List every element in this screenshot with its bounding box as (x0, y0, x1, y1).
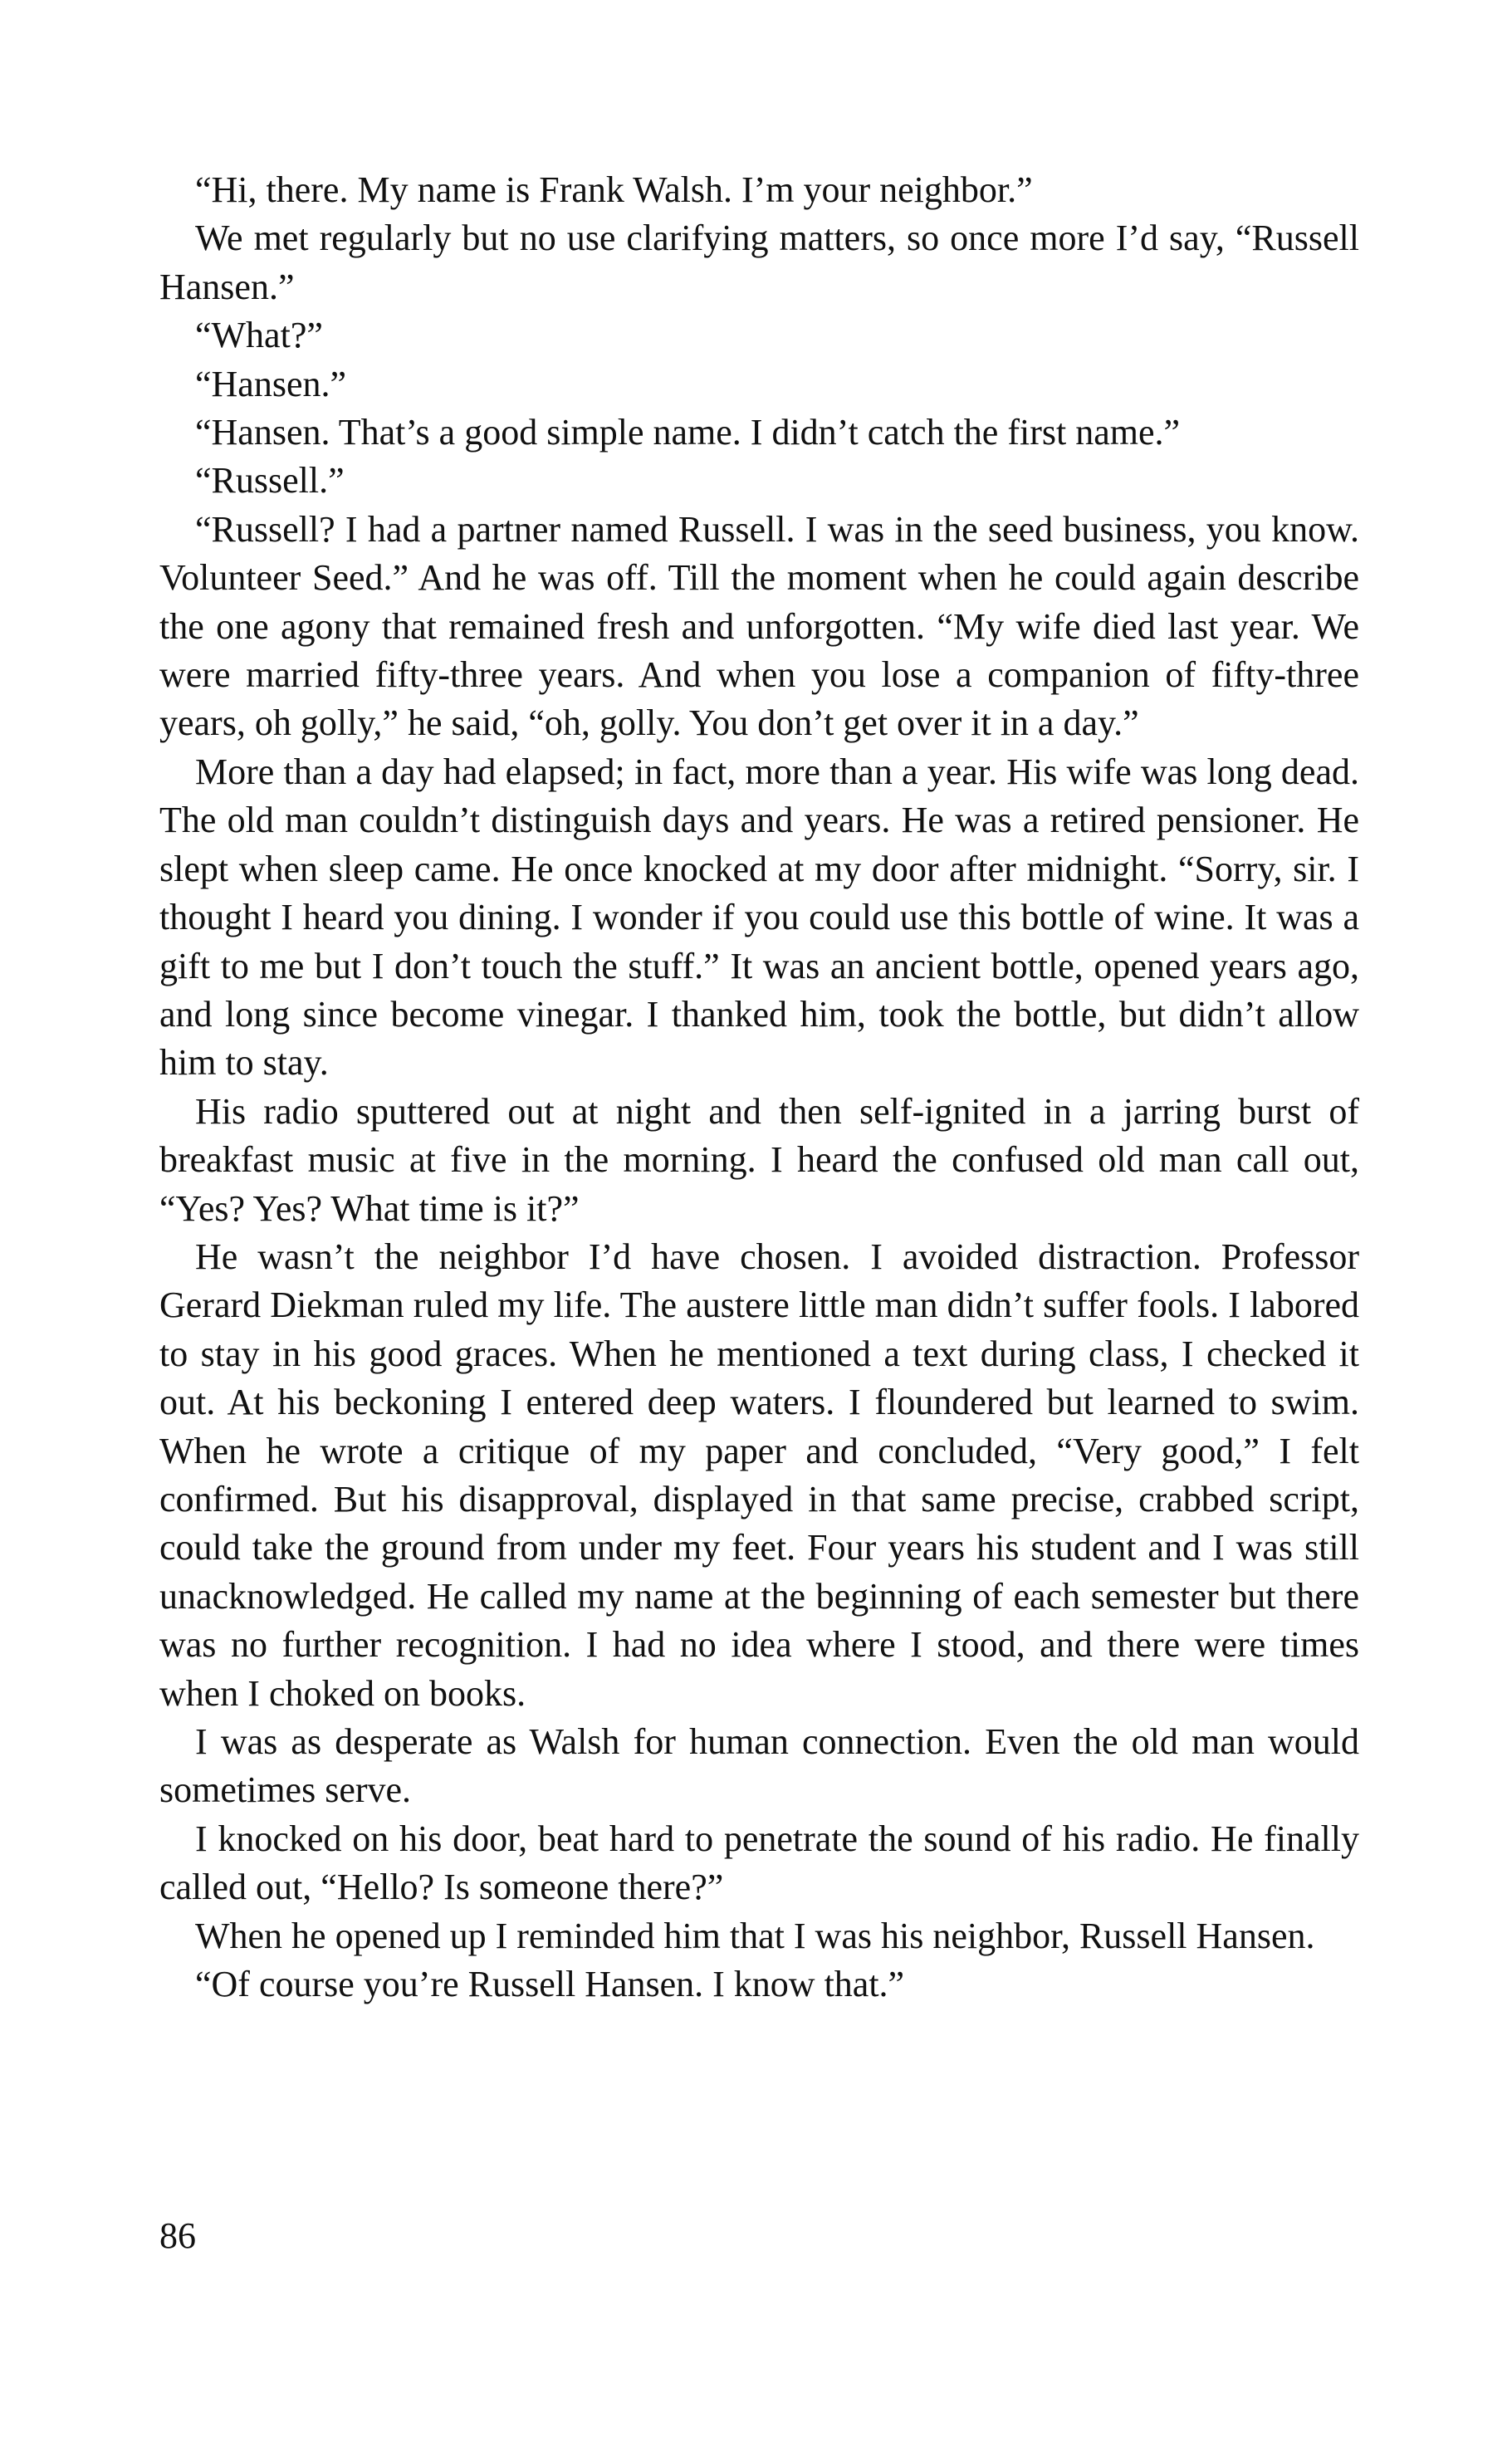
paragraph: When he opened up I reminded him that I was his neighbor, Russell Hansen. (195, 1915, 1315, 1956)
paragraph: “What?” (195, 315, 323, 356)
paragraph: “Of course you’re Russell Hansen. I know that.” (195, 1964, 905, 2005)
paragraph: “Hi, there. My name is Frank Walsh. I’m your neighbor.” (195, 169, 1033, 210)
paragraph: More than a day had elapsed; in fact, more than a year. His wife was long dead. The old man couldn’t distinguish days and years. He was a retired pensioner. He slept when sleep came. He once knocked at my door after midnight. “Sorry, sir. I thought I heard you dining. I wonder if you could use this bottle of wine. It was a gift to me but I don’t touch the stuff.” It was an ancient bottle, opened years ago, and long since become vinegar. I thanked him, took the bottle, but didn’t allow him to stay. (159, 751, 1359, 1084)
body-text (159, 166, 1359, 2009)
paragraph: I knocked on his door, beat hard to penetrate the sound of his radio. He finally called out, “Hello? Is someone there?” (159, 1818, 1359, 1908)
page-number: 86 (159, 2215, 196, 2256)
paragraph: “Russell.” (195, 460, 345, 502)
paragraph: He wasn’t the neighbor I’d have chosen. I avoided distraction. Professor Gerard Diekman ruled my life. The austere little man didn’t suffer fools. I labored to stay in his good graces. When he mentioned a text during class, I checked it out. At his beckoning I entered deep waters. I floundered but learned to swim. When he wrote a critique of my paper and concluded, “Very good,” I felt confirmed. But his disapproval, displayed in that same precise, crabbed script, could take the ground from under my feet. Four years his student and I was still unacknowledged. He called my name at the beginning of each semester but there was no further recognition. I had no idea where I stood, and there were times when I choked on books. (159, 1236, 1359, 1714)
paragraph: We met regularly but no use clarifying matters, so once more I’d say, “Russell Hansen.” (159, 218, 1359, 307)
paragraph: “Hansen. That’s a good simple name. I didn’t catch the first name.” (195, 412, 1181, 453)
paragraph: “Russell? I had a partner named Russell. I was in the seed business, you know. Volunteer Seed.” And he was off. Till the moment when he could again describe the one agony that remained fresh and unforgotten. “My wife died last year. We were married fifty-three years. And when you lose a companion of fifty-three years, oh golly,” he said, “oh, golly. You don’t get over it in a day.” (159, 508, 1359, 744)
paragraph: I was as desperate as Walsh for human connection. Even the old man would sometimes serve. (159, 1721, 1359, 1811)
paragraph: His radio sputtered out at night and then self-ignited in a jarring burst of breakfast music at five in the morning. I heard the confused old man call out, “Yes? Yes? What time is it?” (159, 1090, 1359, 1229)
paragraph: “Hansen.” (195, 363, 347, 404)
